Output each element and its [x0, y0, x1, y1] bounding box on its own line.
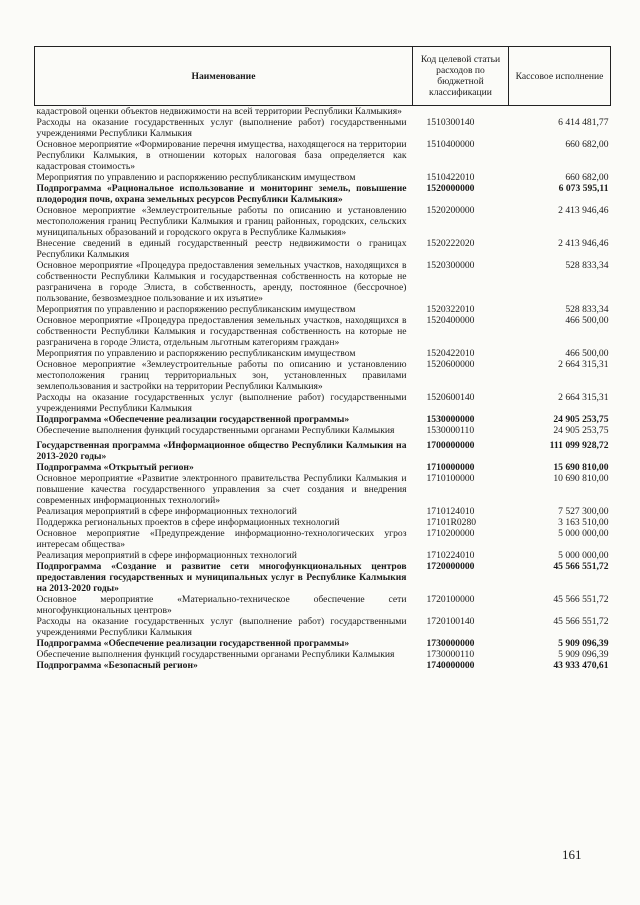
table-row	[35, 616, 611, 638]
table-row	[35, 304, 611, 315]
table-row	[35, 462, 611, 473]
row-name: Обеспечение выполнения функций государственными органами Республики Калмыкия	[36, 425, 395, 436]
row-code: 1510422010	[426, 172, 475, 183]
row-sum: 45 566 551,72	[553, 594, 609, 605]
row-name: Основное мероприятие «Формирование перечня имущества, находящегося на территории Республики Калмыкия, в отношении которых налоговая база определяется как кадастровая стоимость»	[36, 139, 407, 172]
row-name: Подпрограмма «Безопасный регион»	[36, 660, 198, 671]
row-code: 1710224010	[426, 550, 475, 561]
row-code	[413, 106, 509, 118]
row-name: Реализация мероприятий в сфере информационных технологий	[36, 550, 297, 561]
row-name: Подпрограмма «Создание и развитие сети многофункциональных центров предоставления государственных и муниципальных услуг в Республике Калмыкия на 2013-2020 годы»	[36, 561, 407, 594]
row-name: Мероприятия по управлению и распоряжению республиканским имуществом	[36, 304, 356, 315]
row-sum: 5 000 000,00	[558, 550, 609, 561]
row-name: Основное мероприятие «Процедура предоставления земельных участков, находящихся в собственности Республики Калмыкия и государственная собственность на которые не разграничена в городе Элиста, в собственность, аренду, постоянное (бессрочное) пользование, безвозмездное пользование и их изъятие»	[36, 260, 407, 304]
row-code: 1530000110	[426, 425, 475, 436]
table-row	[35, 172, 611, 183]
row-sum: 15 690 810,00	[553, 462, 609, 473]
row-name: Государственная программа «Информационное общество Республики Калмыкия на 2013-2020 годы»	[36, 440, 407, 462]
row-name: Основное мероприятие «Развитие электронного правительства Республики Калмыкия и повышение качества государственного управления за счет создания и внедрения современных информационных технологий»	[36, 473, 407, 506]
row-sum	[509, 106, 611, 118]
table-row	[35, 638, 611, 649]
row-name: Расходы на оказание государственных услуг (выполнение работ) государственными учреждениями Республики Калмыкия	[36, 392, 407, 414]
row-name: Расходы на оказание государственных услуг (выполнение работ) государственными учреждениями Республики Калмыкия	[36, 616, 407, 638]
table-row	[35, 106, 611, 118]
table-row	[35, 260, 611, 304]
row-sum: 43 933 470,61	[553, 660, 609, 671]
row-name: Подпрограмма «Обеспечение реализации государственной программы»	[36, 638, 350, 649]
row-sum: 660 682,00	[565, 172, 609, 183]
table-body	[35, 106, 611, 672]
row-sum: 45 566 551,72	[553, 561, 609, 572]
row-sum: 10 690 810,00	[553, 473, 609, 484]
row-code: 1520200000	[426, 205, 475, 216]
row-code: 1520400000	[426, 315, 475, 326]
row-name: Подпрограмма «Рациональное использование и мониторинг земель, повышение плодородия почв, охрана земельных ресурсов Республики Калмыкия»	[36, 183, 407, 205]
row-code: 17101R0280	[426, 517, 477, 528]
table-row	[35, 348, 611, 359]
row-name: Основное мероприятие «Землеустроительные работы по описанию и установлению местоположения границ Республики Калмыкия и границ районных, городских, сельских муниципальных образований и городского округа в Республике Калмыкия»	[36, 205, 407, 238]
row-code: 1520322010	[426, 304, 475, 315]
row-sum: 528 833,34	[565, 260, 609, 271]
row-sum: 5 909 096,39	[558, 649, 609, 660]
row-sum: 24 905 253,75	[553, 425, 609, 436]
row-sum: 2 664 315,31	[558, 392, 609, 403]
row-sum: 660 682,00	[565, 139, 609, 150]
row-name: Мероприятия по управлению и распоряжению республиканским имуществом	[36, 348, 356, 359]
table-row	[35, 550, 611, 561]
row-name: Обеспечение выполнения функций государственными органами Республики Калмыкия	[36, 649, 395, 660]
row-name: Поддержка региональных проектов в сфере информационных технологий	[36, 517, 340, 528]
row-sum: 2 413 946,46	[558, 205, 609, 216]
table-row	[35, 506, 611, 517]
row-code: 1730000110	[426, 649, 475, 660]
row-code: 1710200000	[426, 528, 475, 539]
row-name: Подпрограмма «Открытый регион»	[36, 462, 194, 473]
row-sum: 466 500,00	[565, 348, 609, 359]
row-code: 1710100000	[426, 473, 475, 484]
table-row	[35, 117, 611, 139]
row-name: Расходы на оказание государственных услуг (выполнение работ) государственными учреждениями Республики Калмыкия	[36, 117, 407, 139]
row-name: Внесение сведений в единый государственный реестр недвижимости о границах Республики Калмыкия	[36, 238, 407, 260]
table-row	[35, 139, 611, 172]
row-code: 1510300140	[426, 117, 475, 128]
row-code: 1720000000	[426, 561, 475, 572]
row-sum: 5 909 096,39	[558, 638, 609, 649]
row-code: 1520222020	[426, 238, 475, 249]
table-row	[35, 414, 611, 425]
table-row	[35, 238, 611, 260]
table-row	[35, 183, 611, 205]
table-row	[35, 528, 611, 550]
row-code: 1700000000	[426, 440, 475, 451]
row-code: 1710124010	[426, 506, 475, 517]
table-row	[35, 425, 611, 436]
table-row	[35, 660, 611, 671]
row-name: Мероприятия по управлению и распоряжению республиканским имуществом	[36, 172, 356, 183]
row-sum: 6 073 595,11	[558, 183, 609, 194]
row-code: 1720100000	[426, 594, 475, 605]
row-sum: 2 664 315,31	[558, 359, 609, 370]
row-name: Реализация мероприятий в сфере информационных технологий	[36, 506, 297, 517]
header-sum: Кассовое исполнение	[509, 47, 611, 106]
row-name: Подпрограмма «Обеспечение реализации государственной программы»	[36, 414, 350, 425]
row-sum: 3 163 510,00	[558, 517, 609, 528]
table-row	[35, 473, 611, 506]
row-name: кадастровой оценки объектов недвижимости на всей территории Республики Калмыкия»	[36, 106, 402, 117]
row-sum: 466 500,00	[565, 315, 609, 326]
row-code: 1520422010	[426, 348, 475, 359]
table-header-row	[35, 47, 611, 106]
row-code: 1520600000	[426, 359, 475, 370]
row-sum: 5 000 000,00	[558, 528, 609, 539]
table-row	[35, 205, 611, 238]
row-name: Основное мероприятие «Предупреждение информационно-технологических угроз интересам общества»	[36, 528, 407, 550]
page-number: 161	[562, 847, 582, 862]
row-code: 1510400000	[426, 139, 475, 150]
header-name: Наименование	[35, 47, 413, 106]
table-row	[35, 561, 611, 594]
header-code: Код целевой статьи расходов по бюджетной классификации	[413, 47, 509, 106]
table-row	[35, 517, 611, 528]
row-code: 1740000000	[426, 660, 475, 671]
row-sum: 528 833,34	[565, 304, 609, 315]
row-code: 1720100140	[426, 616, 475, 627]
table-row	[35, 436, 611, 462]
table-row	[35, 359, 611, 392]
row-sum: 111 099 928,72	[549, 440, 609, 451]
table-row	[35, 594, 611, 616]
row-code: 1710000000	[426, 462, 475, 473]
table-row	[35, 315, 611, 348]
budget-table	[34, 46, 611, 671]
row-sum: 24 905 253,75	[553, 414, 609, 425]
row-code: 1520000000	[426, 183, 475, 194]
row-code: 1530000000	[426, 414, 475, 425]
row-sum: 2 413 946,46	[558, 238, 609, 249]
table-row	[35, 649, 611, 660]
row-code: 1520600140	[426, 392, 475, 403]
row-code: 1730000000	[426, 638, 475, 649]
budget-table-page	[34, 46, 610, 671]
row-sum: 7 527 300,00	[558, 506, 609, 517]
row-sum: 45 566 551,72	[553, 616, 609, 627]
table-row	[35, 392, 611, 414]
row-name: Основное мероприятие «Процедура предоставления земельных участков, находящихся в собственности Республики Калмыкия и государственная собственность на которые не разграничена в городе Элиста, отдельным льготным категориям граждан»	[36, 315, 407, 348]
row-name: Основное мероприятие «Материально-техническое обеспечение сети многофункциональных центров»	[36, 594, 407, 616]
row-name: Основное мероприятие «Землеустроительные работы по описанию и установлению местоположения границ территориальных зон, установленных правилами землепользования и застройки на территории Республики Калмыкия»	[36, 359, 407, 392]
row-code: 1520300000	[426, 260, 475, 271]
row-sum: 6 414 481,77	[558, 117, 609, 128]
